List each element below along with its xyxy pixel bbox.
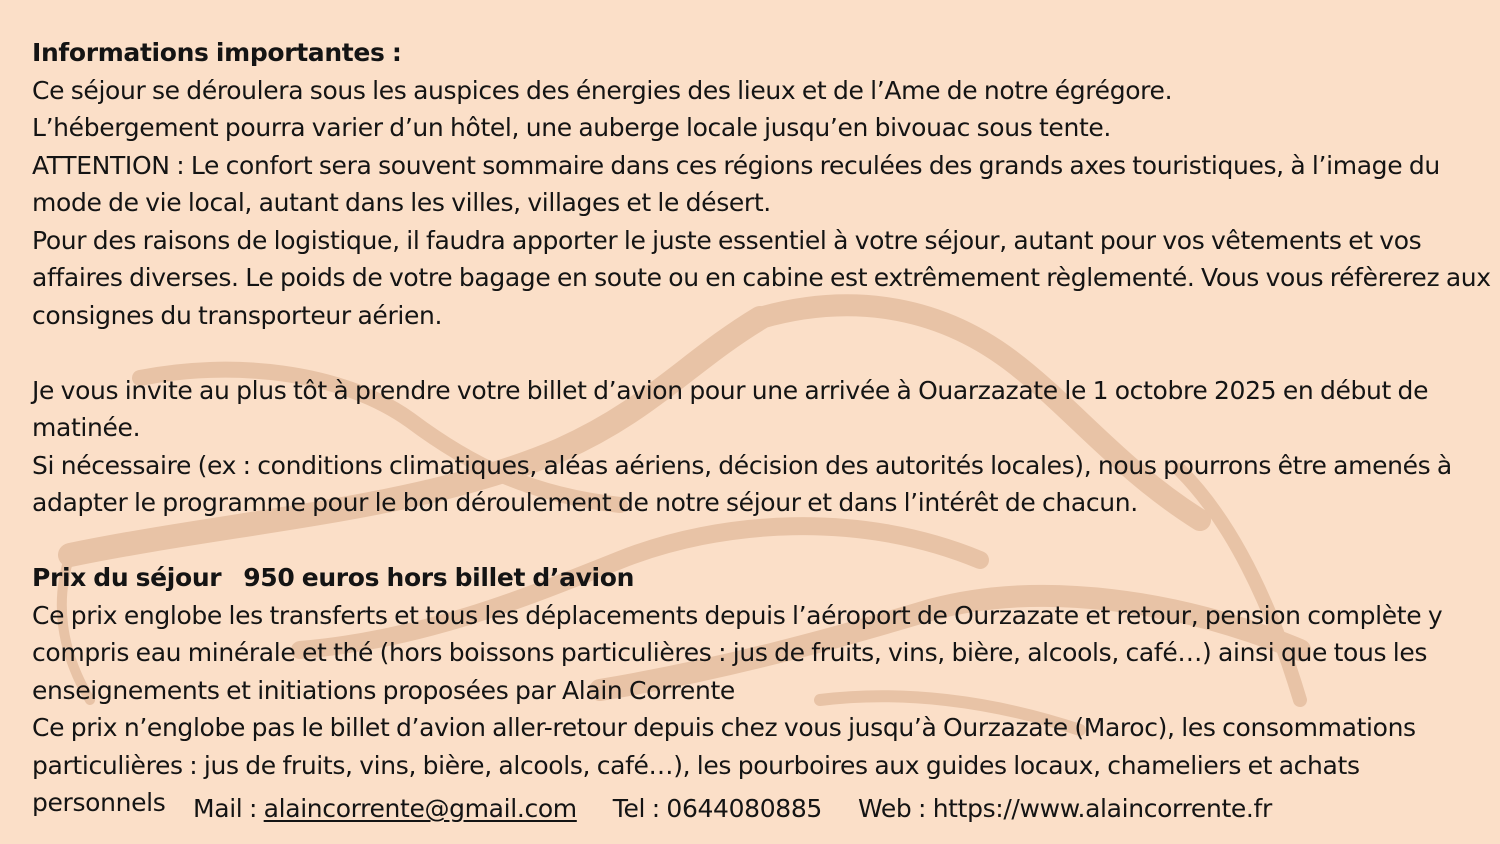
web-label: Web : — [857, 794, 927, 823]
contact-footer — [193, 790, 1272, 827]
important-line: ATTENTION : Le confort sera souvent sommaire dans ces régions reculées des grands axes touristiques, à l’image du mode de vie local, autant dans les villes, villages et le désert. — [32, 150, 1440, 217]
important-line: L’hébergement pourra varier d’un hôtel, une auberge locale jusqu’en bivouac sous tente. — [32, 113, 1112, 142]
mail-label: Mail : — [193, 794, 258, 823]
price-heading — [32, 559, 1492, 597]
tel-value: 0644080885 — [666, 794, 822, 823]
travel-line: Je vous invite au plus tôt à prendre votre billet d’avion pour une arrivée à Ouarzazate le 1 octobre 2025 en début de matinée. — [32, 375, 1429, 442]
price-excludes: Ce prix n’englobe pas le billet d’avion aller-retour depuis chez vous jusqu’à Ourzazate (Maroc), les consommations particulières : jus de fruits, vins, bière, alcools, café…), les pourboires aux guides locaux, chameliers et achats personnels — [32, 713, 1416, 817]
mail-link[interactable]: alaincorrente@gmail.com — [263, 794, 577, 823]
important-line: Pour des raisons de logistique, il faudra apporter le juste essentiel à votre séjour, autant pour vos vêtements et vos affaires diverses. Le poids de votre bagage en soute ou en cabine est extrêmement règlementé. Vous vous réfèrerez aux consignes du transporteur aérien. — [32, 225, 1491, 330]
travel-line: Si nécessaire (ex : conditions climatiques, aléas aériens, décision des autorités locales), nous pourrons être amenés à adapter le programme pour le bon déroulement de notre séjour et dans l’intérêt de chacun. — [32, 450, 1452, 517]
document-body — [32, 34, 1492, 822]
important-heading: Informations importantes : — [32, 38, 402, 67]
price-label: Prix du séjour — [32, 563, 222, 592]
spacer — [32, 334, 1492, 372]
spacer — [32, 522, 1492, 560]
web-url[interactable]: https://www.alaincorrente.fr — [932, 794, 1272, 823]
price-value: 950 euros hors billet d’avion — [243, 563, 635, 592]
tel-label: Tel : — [612, 794, 660, 823]
price-includes: Ce prix englobe les transferts et tous les déplacements depuis l’aéroport de Ourzazate et retour, pension complète y compris eau minérale et thé (hors boissons particulières : jus de fruits, vins, bière, alcools, café…) ainsi que tous les enseignements et initiations proposées par Alain Corrente — [32, 600, 1443, 705]
important-line: Ce séjour se déroulera sous les auspices des énergies des lieux et de l’Ame de notre égrégore. — [32, 75, 1173, 105]
